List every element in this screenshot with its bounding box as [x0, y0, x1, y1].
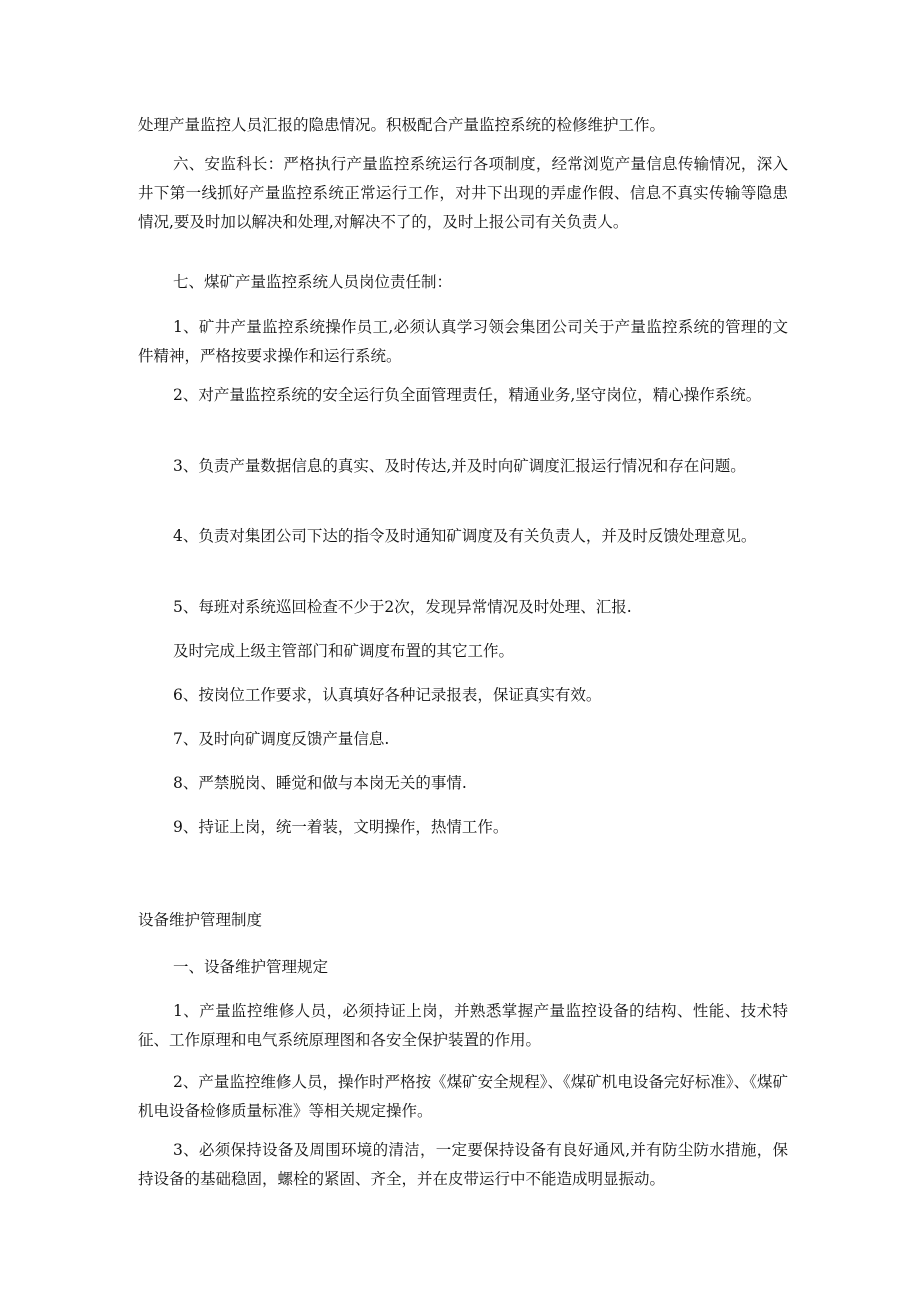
paragraph-item-4: 4、负责对集团公司下达的指令及时通知矿调度及有关负责人，并及时反馈处理意见。 — [173, 527, 757, 545]
section-title: 设备维护管理制度 — [138, 911, 263, 929]
paragraph-hazard-handling: 处理产量监控人员汇报的隐患情况。积极配合产量监控系统的检修维护工作。 — [138, 116, 666, 134]
paragraph-responsibility-heading: 七、煤矿产量监控系统人员岗位责任制： — [173, 273, 453, 291]
paragraph-maintenance-rules-heading: 一、设备维护管理规定 — [173, 958, 329, 976]
paragraph-maintenance-item-3: 3、必须保持设备及周围环境的清洁，一定要保持设备有良好通风,并有防尘防水措施，保持设备的基础稳固，螺栓的紧固、齐全，并在皮带运行中不能造成明显振动。 — [138, 1141, 788, 1188]
paragraph-item-1: 1、矿井产量监控系统操作员工,必须认真学习领会集团公司关于产量监控系统的管理的文件精神，严格按要求操作和运行系统。 — [138, 318, 788, 365]
paragraph-item-7: 7、及时向矿调度反馈产量信息. — [173, 730, 390, 748]
paragraph-maintenance-item-1: 1、产量监控维修人员，必须持证上岗，并熟悉掌握产量监控设备的结构、性能、技术特征、工作原理和电气系统原理图和各安全保护装置的作用。 — [138, 1002, 788, 1049]
paragraph-maintenance-item-2: 2、产量监控维修人员，操作时严格按《煤矿安全规程》、《煤矿机电设备完好标准》、《煤矿机电设备检修质量标准》等相关规定操作。 — [138, 1073, 788, 1120]
paragraph-item-3: 3、负责产量数据信息的真实、及时传达,并及时向矿调度汇报运行情况和存在问题。 — [173, 457, 746, 475]
paragraph-safety-chief: 六、安监科长：严格执行产量监控系统运行各项制度，经常浏览产量信息传输情况，深入井下第一线抓好产量监控系统正常运行工作，对井下出现的弄虚作假、信息不真实传输等隐患情况,要及时加以解决和处理,对解决不了的，及时上报公司有关负责人。 — [138, 155, 788, 231]
paragraph-item-2: 2、对产量监控系统的安全运行负全面管理责任，精通业务,坚守岗位，精心操作系统。 — [173, 386, 762, 404]
paragraph-item-6: 6、按岗位工作要求，认真填好各种记录报表，保证真实有效。 — [173, 686, 602, 704]
paragraph-item-5: 5、每班对系统巡回检查不少于2次，发现异常情况及时处理、汇报. — [173, 598, 632, 616]
paragraph-other-work: 及时完成上级主管部门和矿调度布置的其它工作。 — [173, 642, 515, 660]
paragraph-item-8: 8、严禁脱岗、睡觉和做与本岗无关的事情. — [173, 774, 467, 792]
paragraph-item-9: 9、持证上岗，统一着装，文明操作，热情工作。 — [173, 818, 509, 836]
